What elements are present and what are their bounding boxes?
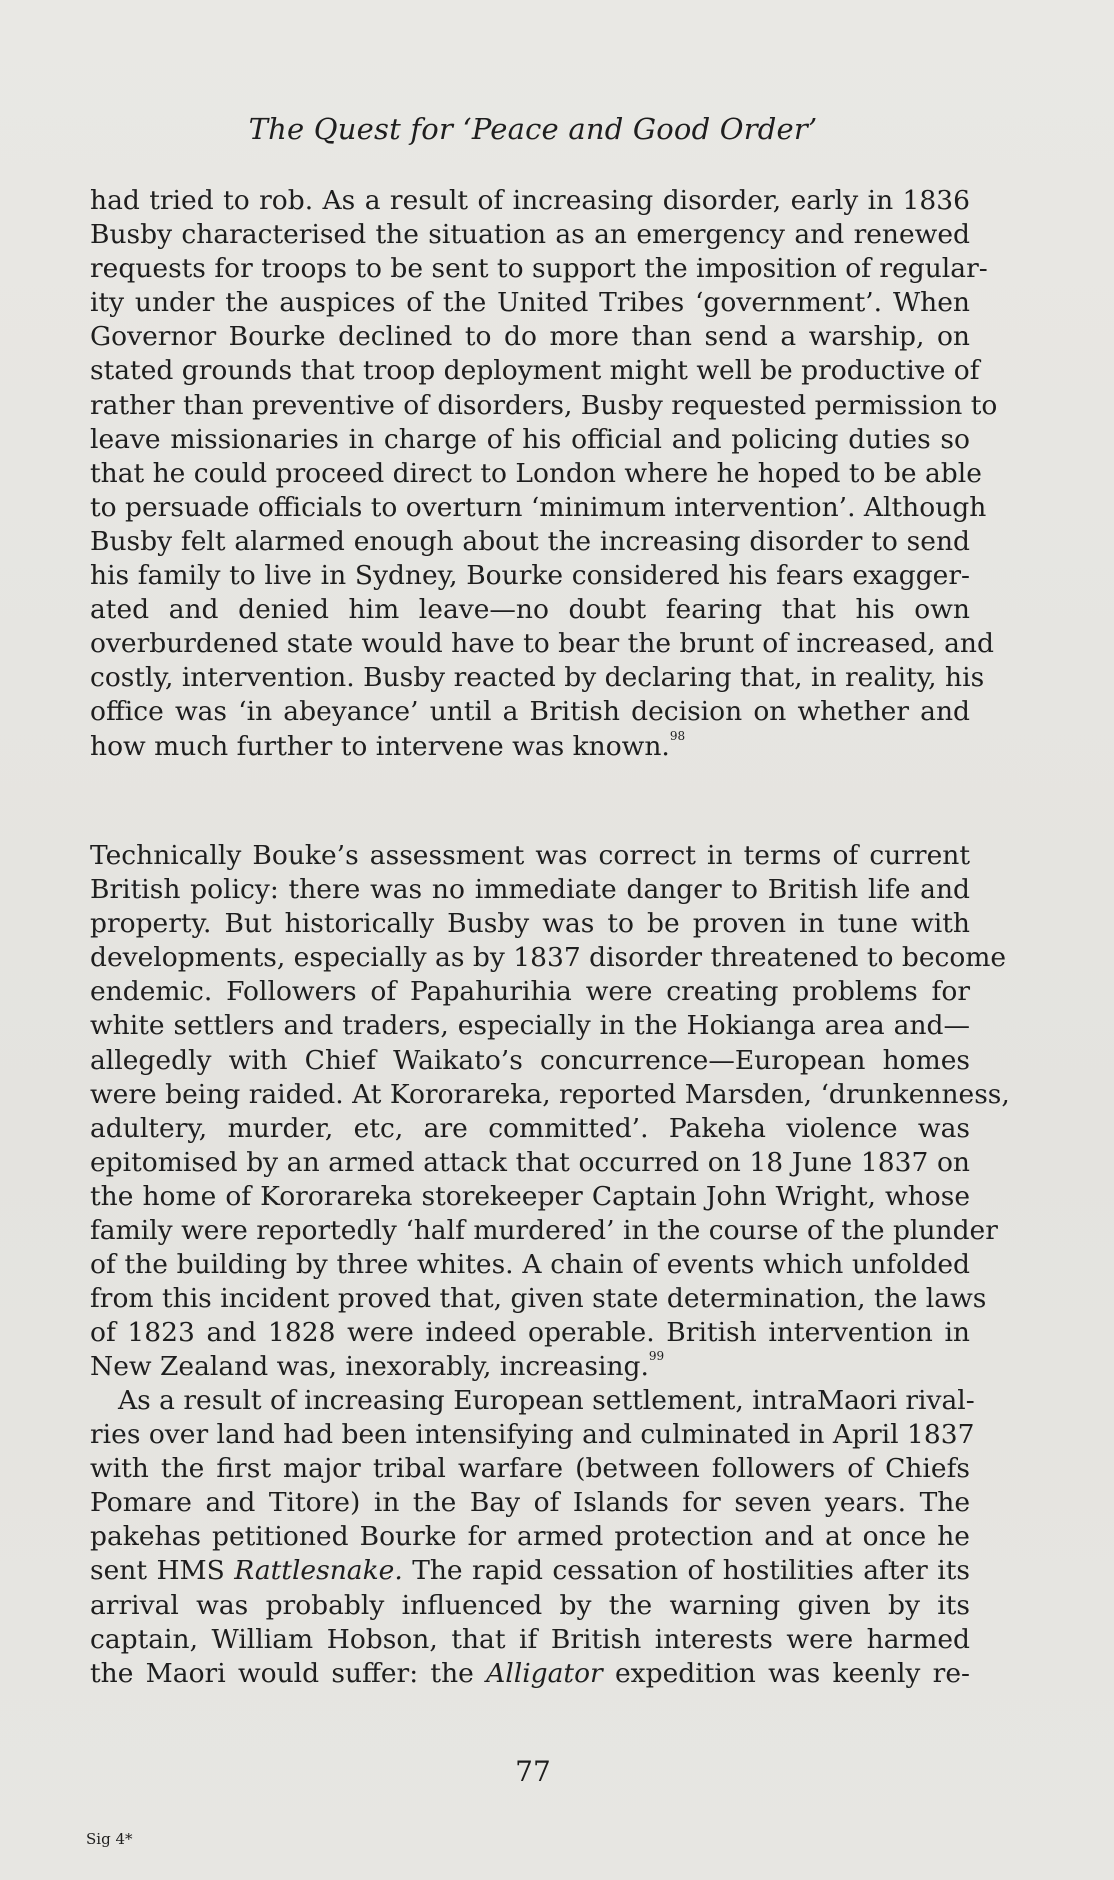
text-line: ries over land had been intensifying and culminated in April 1837 — [90, 1419, 975, 1451]
text-line: Governor Bourke declined to do more than send a warship, on — [90, 321, 970, 353]
text-line: had tried to rob. As a result of increasing disorder, early in 1836 — [90, 185, 970, 216]
ship-name-rattlesnake: Rattlesnake. — [234, 1555, 403, 1587]
text-line: white settlers and traders, especially in the Hokianga area and— — [90, 1010, 970, 1042]
text-line: British policy: there was no immediate danger to British life and — [90, 874, 970, 906]
ship-name-alligator: Alligator — [486, 1657, 603, 1689]
signature-mark: Sig 4* — [86, 1830, 133, 1848]
page-number: 77 — [515, 1755, 551, 1788]
footnote-ref-99: 99 — [648, 1349, 665, 1364]
text-line: overburdened state would have to bear the brunt of increased, and — [90, 628, 994, 660]
paragraph-1 — [90, 184, 998, 764]
text-line: requests for troops to be sent to support the imposition of regular- — [90, 253, 988, 285]
text-line: adultery, murder, etc, are committed’. Pakeha violence was — [90, 1112, 970, 1144]
text-line — [90, 730, 970, 764]
text-line: that he could proceed direct to London where he hoped to be able — [90, 457, 982, 489]
paragraph-2 — [90, 839, 1010, 1385]
text-line: ated and denied him leave—no doubt fearing that his own — [90, 594, 970, 626]
text-line: office was ‘in abeyance’ until a British decision on whether and — [90, 696, 970, 728]
text-line: rather than preventive of disorders, Busby requested permission to — [90, 389, 998, 421]
text-line: Busby characterised the situation as an emergency and renewed — [90, 219, 970, 251]
text-line-content: expedition was keenly re- — [602, 1657, 970, 1689]
text-line: Busby felt alarmed enough about the increasing disorder to send — [90, 525, 970, 557]
text-line: of 1823 and 1828 were indeed operable. British intervention in — [90, 1317, 970, 1349]
text-line: his family to live in Sydney, Bourke considered his fears exagger- — [90, 560, 970, 592]
text-line: to persuade officials to overturn ‘minimum intervention’. Although — [90, 491, 987, 523]
text-line — [90, 1350, 970, 1384]
text-line: family were reportedly ‘half murdered’ in the course of the plunder — [90, 1215, 998, 1247]
text-line: endemic. Followers of Papahurihia were creating problems for — [90, 976, 970, 1008]
text-line: the home of Kororareka storekeeper Captain John Wright, whose — [90, 1180, 970, 1212]
text-line — [90, 1657, 970, 1691]
running-head: The Quest for ‘Peace and Good Order’ — [248, 112, 818, 146]
text-line: Technically Bouke’s assessment was correct in terms of current — [90, 840, 970, 871]
text-line — [90, 1554, 970, 1588]
text-line-content: New Zealand was, inexorably, increasing. — [90, 1351, 649, 1383]
text-line-content: sent HMS — [90, 1555, 235, 1587]
footnote-ref-98: 98 — [669, 728, 686, 743]
text-line: captain, William Hobson, that if British interests were harmed — [90, 1623, 970, 1655]
text-line: pakehas petitioned Bourke for armed protection and at once he — [90, 1521, 970, 1553]
text-line: of the building by three whites. A chain of events which unfolded — [90, 1249, 970, 1281]
text-line: As a result of increasing European settlement, intraMaori rival- — [118, 1385, 975, 1416]
text-line: epitomised by an armed attack that occurred on 18 June 1837 on — [90, 1146, 970, 1178]
text-line-content: the Maori would suffer: the — [90, 1657, 487, 1689]
text-line: with the first major tribal warfare (between followers of Chiefs — [90, 1453, 970, 1485]
text-line: allegedly with Chief Waikato’s concurrence—European homes — [90, 1044, 970, 1076]
text-line: property. But historically Busby was to be proven in tune with — [90, 908, 970, 940]
text-line: Pomare and Titore) in the Bay of Islands for seven years. The — [90, 1487, 970, 1519]
text-line: from this incident proved that, given state determination, the laws — [90, 1283, 987, 1315]
text-line: arrival was probably influenced by the warning given by its — [90, 1589, 970, 1621]
text-line-content: The rapid cessation of hostilities after its — [402, 1555, 971, 1587]
text-line: were being raided. At Kororareka, reported Marsden, ‘drunkenness, — [90, 1078, 1010, 1110]
text-line: developments, especially as by 1837 disorder threatened to become — [90, 942, 1007, 974]
text-line: stated grounds that troop deployment might well be productive of — [90, 355, 980, 387]
paragraph-3 — [90, 1384, 975, 1691]
text-line: ity under the auspices of the United Tribes ‘government’. When — [90, 287, 970, 319]
text-line: leave missionaries in charge of his official and policing duties so — [90, 423, 970, 455]
text-line: costly, intervention. Busby reacted by declaring that, in reality, his — [90, 662, 985, 694]
text-line-content: how much further to intervene was known. — [90, 730, 670, 762]
